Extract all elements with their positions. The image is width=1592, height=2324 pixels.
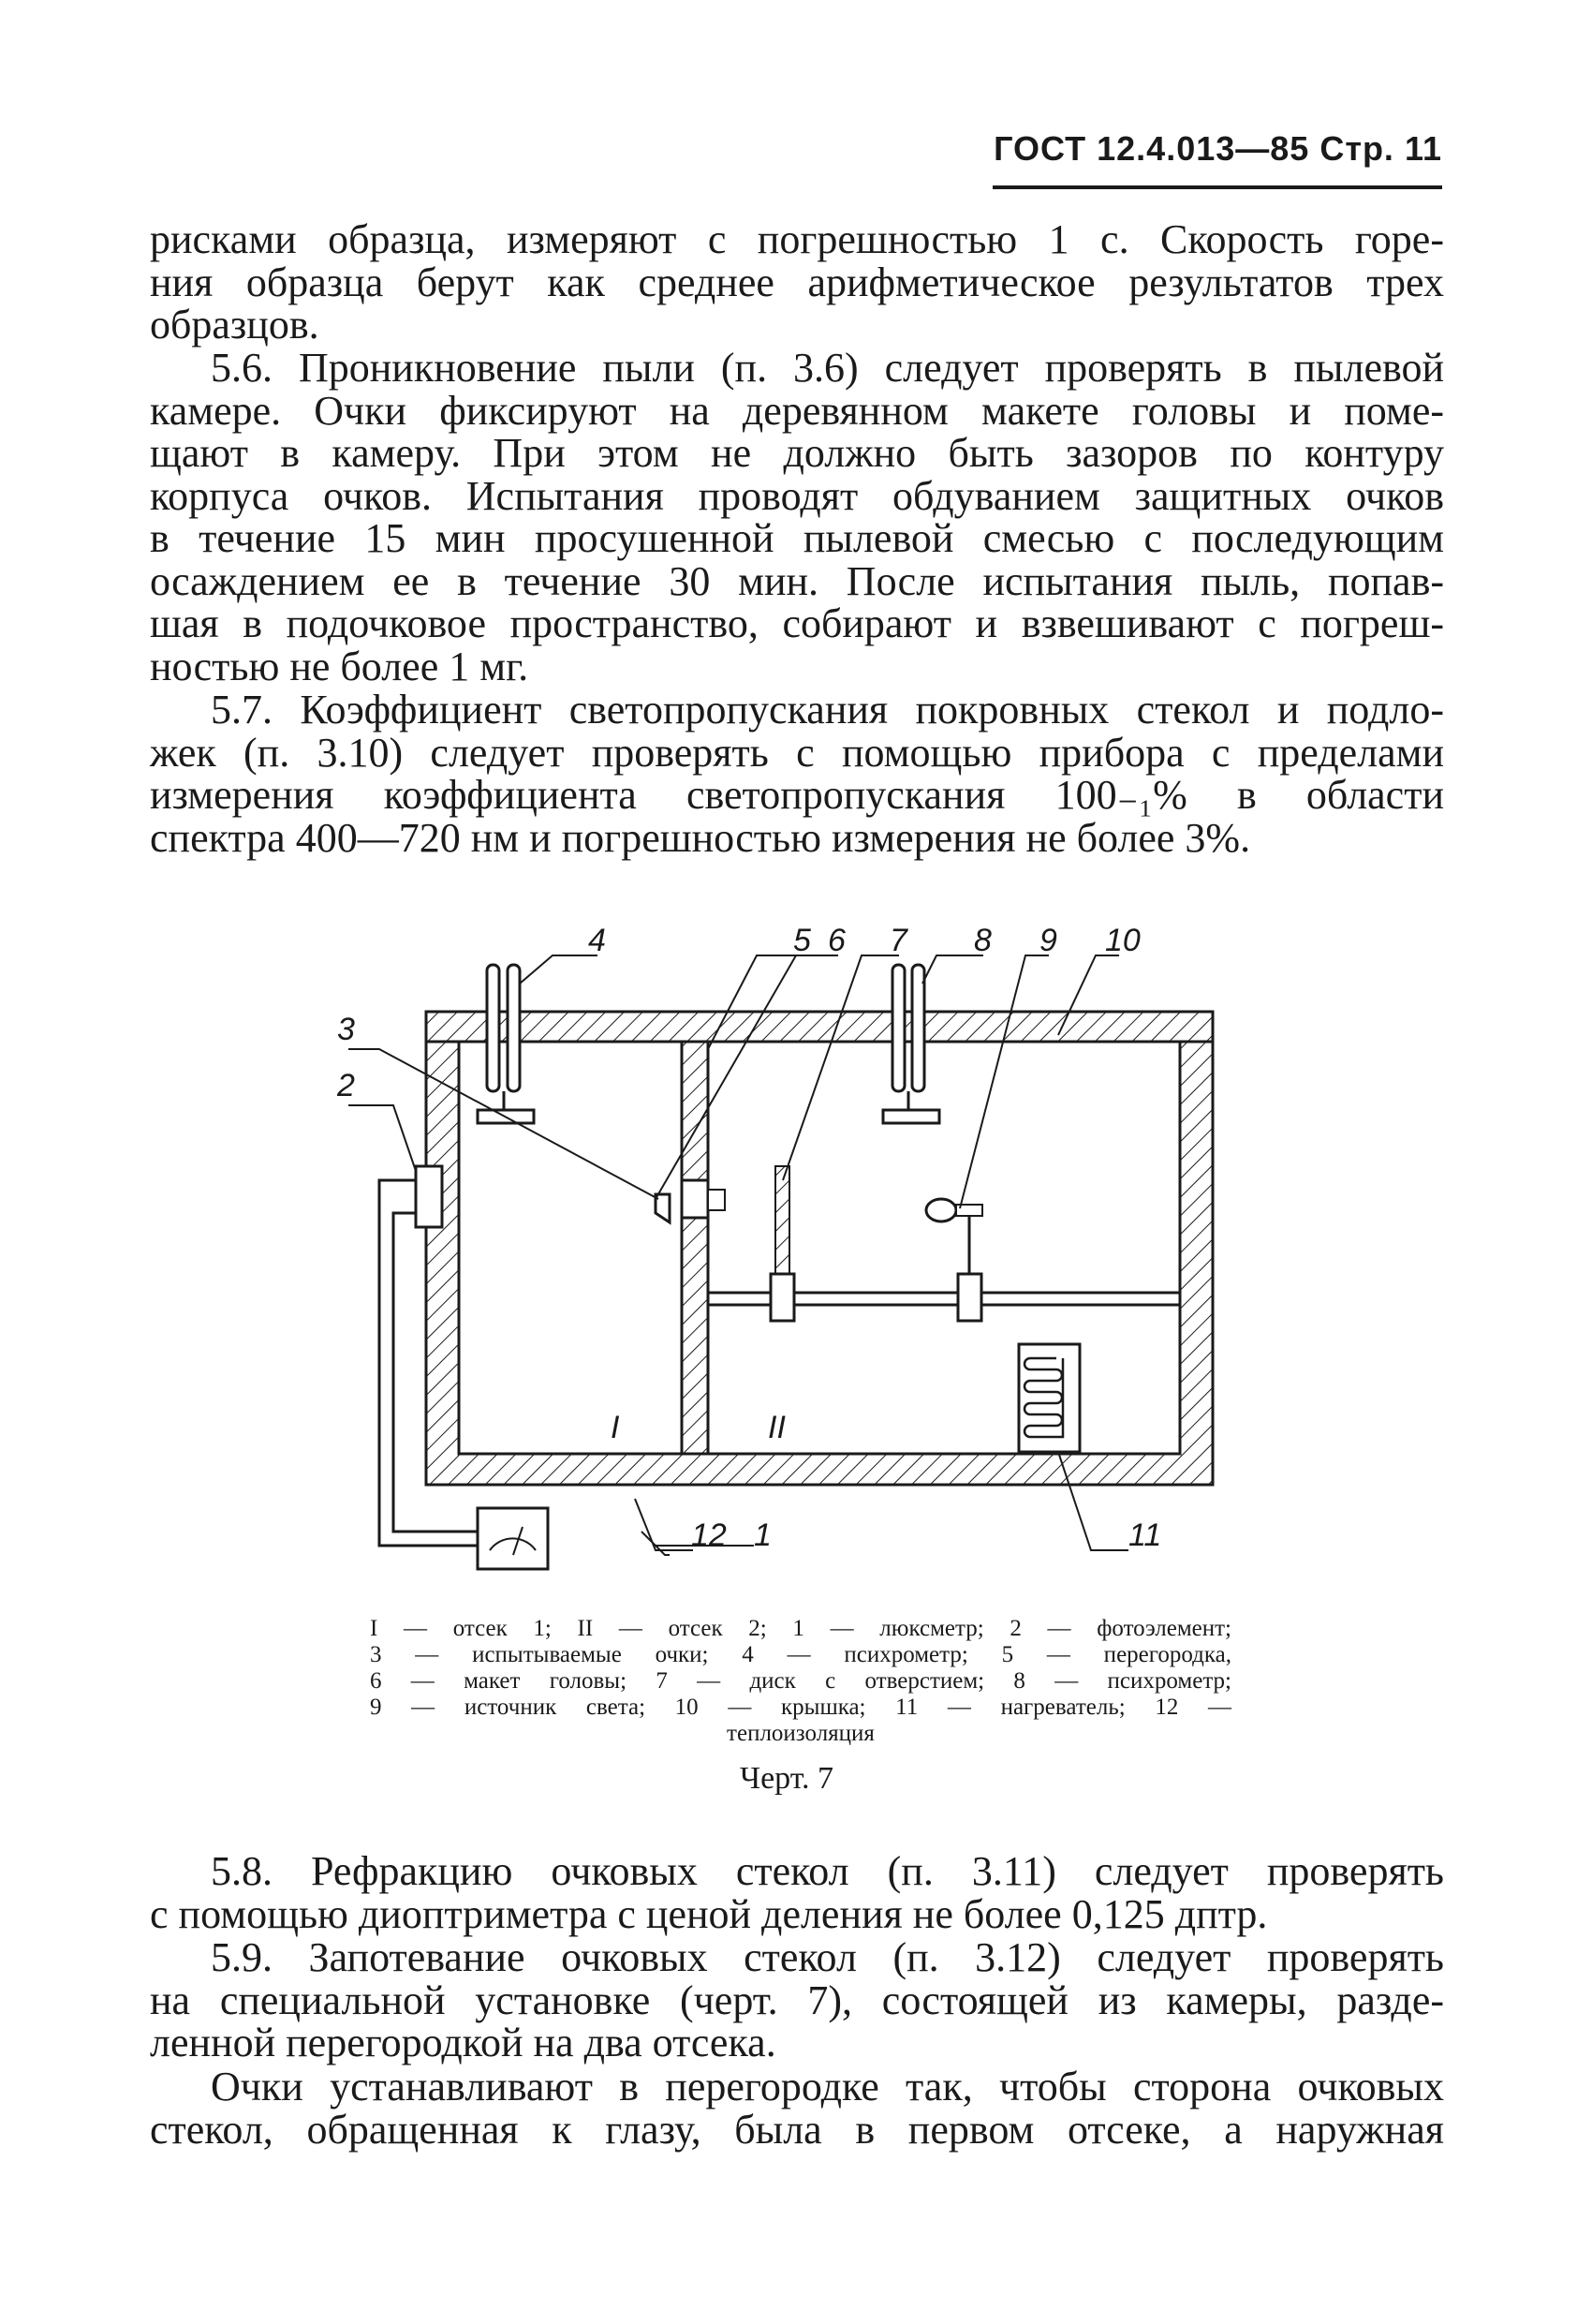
text-line: образцов. <box>150 302 319 348</box>
text-line: ния образца берут как среднее арифметическое результатов трех <box>150 259 1444 305</box>
text-line: с помощью диоптриметра с ценой деления не более 0,125 дптр. <box>150 1890 1268 1937</box>
label-5: 5 <box>793 927 811 958</box>
heater <box>1019 1344 1080 1452</box>
label-compartment-1: I <box>611 1410 620 1445</box>
text-line: жек (п. 3.10) следует проверять с помощью прибора с пределами <box>150 729 1444 776</box>
figure-legend <box>370 1616 1231 1747</box>
label-12: 12 <box>691 1517 727 1553</box>
text-line: в течение 15 мин просушенной пылевой смесью с последующим <box>150 515 1444 561</box>
paragraph-5-8 <box>150 1850 1444 1935</box>
fogging-test-chamber-diagram <box>337 927 1236 1574</box>
text-line: спектра 400—720 нм и погрешностью измерения не более 3%. <box>150 814 1251 861</box>
text-line: осаждением ее в течение 30 мин. После испытания пыль, попав- <box>150 557 1444 604</box>
paragraph-5-7 <box>150 688 1444 859</box>
label-7: 7 <box>890 927 907 958</box>
header-title: ГОСТ 12.4.013—85 Стр. 11 <box>994 129 1442 168</box>
chamber-body <box>426 1012 1213 1485</box>
text-line: щают в камеру. При этом не должно быть зазоров по контуру <box>150 430 1444 476</box>
legend-line: 3 — испытываемые очки; 4 — психрометр; 5 — перегородка, <box>370 1642 1231 1667</box>
text-line: 5.6. Проникновение пыли (п. 3.6) следует проверять в пылевой <box>211 345 1444 391</box>
photoelement <box>416 1166 442 1227</box>
text-line: 5.9. Запотевание очковых стекол (п. 3.12) следует проверять <box>211 1934 1444 1980</box>
text-line: 5.7. Коэффициент светопропускания покровных стекол и подло- <box>211 687 1444 733</box>
paragraph-glasses-installation <box>150 2065 1444 2151</box>
text-line: камере. Очки фиксируют на деревянном макете головы и поме- <box>150 387 1444 434</box>
label-8: 8 <box>974 927 992 958</box>
label-3: 3 <box>337 1012 355 1047</box>
text-line: шая в подочковое пространство, собирают и взвешивают с погреш- <box>150 600 1444 646</box>
label-compartment-2: II <box>768 1410 786 1445</box>
legend-line: 6 — макет головы; 7 — диск с отверстием; 8 — психрометр; <box>370 1668 1231 1694</box>
paragraph-burning-rate <box>150 218 1444 347</box>
legend-line: теплоизоляция <box>727 1721 875 1746</box>
label-1: 1 <box>754 1517 772 1553</box>
legend-line: 9 — источник света; 10 — крышка; 11 — нагреватель; 12 — <box>370 1695 1231 1720</box>
page-header <box>993 129 1442 189</box>
legend-line: I — отсек 1; II — отсек 2; 1 — люксметр; 2 — фотоэлемент; <box>370 1616 1231 1641</box>
paragraph-5-6 <box>150 347 1444 688</box>
text-line: на специальной установке (черт. 7), состоящей из камеры, разде- <box>150 1976 1444 2023</box>
text-line: ленной перегородкой на два отсека. <box>150 2020 776 2065</box>
label-11: 11 <box>1128 1517 1162 1553</box>
label-2: 2 <box>337 1068 355 1103</box>
label-10: 10 <box>1105 927 1141 958</box>
text-line: 5.8. Рефракцию очковых стекол (п. 3.11) следует проверять <box>211 1848 1444 1894</box>
paragraph-5-9 <box>150 1936 1444 2065</box>
text-line: ностью не более 1 мг. <box>150 643 529 689</box>
label-6: 6 <box>828 927 846 958</box>
text-line: Очки устанавливают в перегородке так, чтобы сторона очковых <box>211 2064 1444 2109</box>
text-line: стекол, обращенная к глазу, была в первом отсеке, а наружная <box>150 2106 1444 2153</box>
label-9: 9 <box>1039 927 1057 958</box>
text-line: измерения коэффициента светопропускания 100₋₁% в области <box>150 772 1444 818</box>
text-line: рисками образца, измеряют с погрешностью 1 с. Скорость горе- <box>150 216 1444 262</box>
figure-caption: Черт. 7 <box>739 1761 834 1796</box>
text-line: корпуса очков. Испытания проводят обдуванием защитных очков <box>150 472 1444 519</box>
label-4: 4 <box>588 927 606 958</box>
